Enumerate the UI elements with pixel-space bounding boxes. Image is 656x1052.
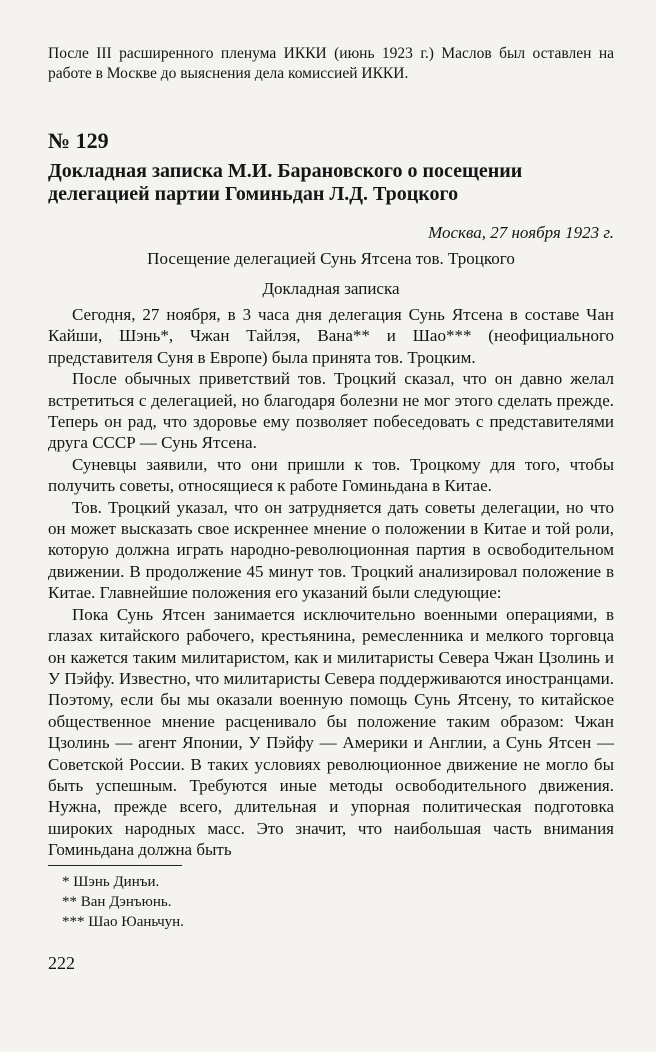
document-number: № 129: [48, 128, 109, 153]
document-title: Докладная записка М.И. Барановского о посещении делегацией партии Гоминьдан Л.Д. Троцкого: [48, 160, 523, 205]
paragraph: Суневцы заявили, что они пришли к тов. Троцкому для того, чтобы получить советы, относящиеся к работе Гоминьдана в Китае.: [48, 454, 614, 496]
footnote: * Шэнь Динъи.: [62, 873, 160, 890]
paragraph: После обычных приветствий тов. Троцкий сказал, что он давно желал встретиться с делегацией, но благодаря болезни не мог этого сделать прежде. Теперь он рад, что здоровье ему позволяет побеседовать с представителями друга СССР — Сунь Ятсена.: [48, 369, 614, 453]
paragraph: Сегодня, 27 ноября, в 3 часа дня делегация Сунь Ятсена в составе Чан Кайши, Шэнь*, Чжан Тайлэя, Вана** и Шао*** (неофициального представителя Суня в Европе) была принята тов. Троцким.: [48, 305, 614, 367]
intro-note: После III расширенного пленума ИККИ (июнь 1923 г.) Маслов был оставлен на работе в Москве до выяснения дела комиссией ИККИ.: [48, 45, 614, 82]
page-number: 222: [48, 952, 75, 973]
place-date: Москва, 27 ноября 1923 г.: [428, 223, 614, 242]
footnotes: [48, 872, 614, 932]
footnote-divider: [48, 865, 182, 866]
paragraph: Пока Сунь Ятсен занимается исключительно военными операциями, в глазах китайского рабочего, крестьянина, ремесленника и мелкого торговца он кажется таким милитаристом, как и милитаристы Севера Чжан Цзолинь и У Пэйфу. Известно, что милитаристы Севера поддерживаются иностранцами. Поэтому, если бы мы оказали военную помощь Сунь Ятсену, то китайское общественное мнение расценивало бы положение таким образом: Чжан Цзолинь — агент Японии, У Пэйфу — Америки и Англии, а Сунь Ятсен — Советской России. В таких условиях революционное движение не могло бы быть успешным. Требуются иные методы освободительного движения. Нужна, прежде всего, длительная и упорная политическая подготовка широких народных масс. Это значит, что наибольшая часть внимания Гоминьдана должна быть: [48, 604, 614, 860]
document-page: [48, 44, 614, 974]
paragraph: Тов. Троцкий указал, что он затрудняется дать советы делегации, но что он может высказать свое искреннее мнение о положении в Китае и той роли, которую должна играть народно-революционная партия в освободительном движении. В продолжение 45 минут тов. Троцкий анализировал положение в Китае. Главнейшие положения его указаний были следующие:: [48, 497, 614, 603]
subtitle: Посещение делегацией Сунь Ятсена тов. Троцкого: [147, 249, 515, 268]
footnote: *** Шао Юаньчун.: [62, 913, 184, 930]
footnote: ** Ван Дэнъюнь.: [62, 893, 172, 910]
body-text: [48, 304, 614, 861]
memo-label: Докладная записка: [262, 279, 400, 298]
